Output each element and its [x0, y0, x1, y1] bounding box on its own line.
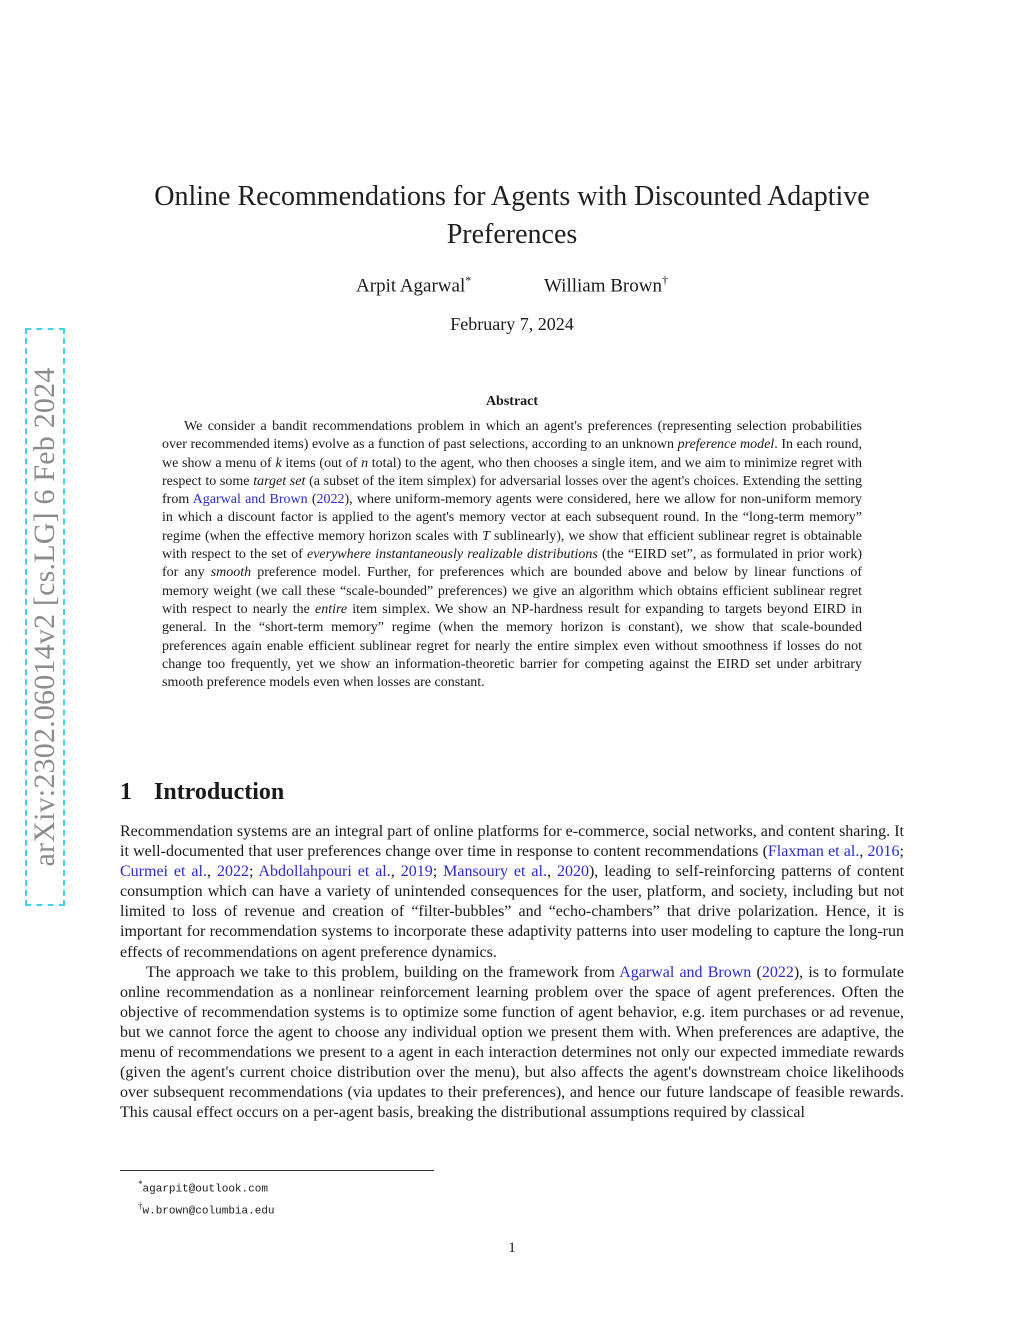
introduction-body	[120, 822, 904, 1123]
arxiv-identifier-stamp[interactable]	[25, 328, 65, 906]
email-link[interactable]: agarpit@outlook.com	[142, 1183, 268, 1196]
citation-year-link[interactable]: 2016	[867, 843, 900, 861]
footnote-email-brown: †w.brown@columbia.edu	[138, 1200, 275, 1218]
abstract-text: We consider a bandit recommendations problem in which an agent's preferences (representing selection probabilities over recommended items) evolve as a function of past selections, according to an unknown preference model. In each round, we show a menu of k items (out of n total) to the agent, who then chooses a single item, and we aim to minimize regret with respect to some target set (a subset of the item simplex) for adversarial losses over the agent's choices. Extending the setting from Agarwal and Brown (2022), where uniform-memory agents were considered, here we allow for non-uniform memory in which a discount factor is applied to the agent's memory vector at each subsequent round. In the “long-term memory” regime (when the effective memory horizon scales with T sublinearly), we show that efficient sublinear regret is obtainable with respect to the set of everywhere instantaneously realizable distributions (the “EIRD set”, as formulated in prior work) for any smooth preference model. Further, for preferences which are bounded above and below by linear functions of memory weight (we call these “scale-bounded” preferences) we give an algorithm which obtains efficient sublinear regret with respect to nearly the entire item simplex. We show an NP-hardness result for expanding to targets beyond EIRD in general. In the “short-term memory” regime (when the memory horizon is constant), we show that scale-bounded preferences again enable efficient sublinear regret for nearly the entire simplex even without smoothness if losses do not change too frequently, yet we show an information-theoretic barrier for competing against the EIRD set under arbitrary smooth preference models even when losses are constant.	[162, 419, 863, 691]
author-footnote-mark[interactable]: *	[465, 273, 472, 287]
arxiv-identifier-text: arXiv:2302.06014v2 [cs.LG] 6 Feb 2024	[28, 367, 61, 867]
section-heading-introduction	[120, 779, 284, 806]
publication-date: February 7, 2024	[450, 314, 574, 334]
intro-paragraph: The approach we take to this problem, building on the framework from Agarwal and Brown (2022), is to formulate online recommendation as a nonlinear reinforcement learning problem over the space of agent preferences. Often the objective of recommendation systems is to optimize some function of agent behavior, e.g. item purchases or ad revenue, but we cannot force the agent to choose any individual option we present them with. When preferences are adaptive, the menu of recommendations we present to a agent in each interaction determines not only our expected immediate rewards (given the agent's current choice distribution over the menu), but also affects the agent's downstream choice likelihoods over subsequent recommendations (via updates to their preferences), and hence our future landscape of feasible rewards. This causal effect occurs on a per-agent basis, breaking the distributional assumptions required by classical	[120, 963, 905, 1122]
author-brown: William Brown†	[544, 273, 668, 297]
citation-link[interactable]: Abdollahpouri et al.	[258, 863, 391, 881]
citation-year-link[interactable]: 2020	[556, 863, 589, 881]
paper-title: Online Recommendations for Agents with Discounted Adaptive Preferences	[154, 181, 870, 250]
intro-paragraph: Recommendation systems are an integral part of online platforms for e-commerce, social networks, and content sharing. It it well-documented that user preferences change over time in response to content recommendations (Flaxman et al., 2016; Curmei et al., 2022; Abdollahpouri et al., 2019; Mansoury et al., 2020), leading to self-reinforcing patterns of content consumption which can have a variety of unintended consequences for the user, platform, and society, including but not limited to loss of revenue and creation of “filter-bubbles” and “echo-chambers” that drive polarization. Hence, it is important for recommendation systems to incorporate these adaptivity patterns into user modeling to capture the long-run effects of recommendations on agent preference dynamics.	[120, 823, 905, 961]
author-footnote-mark[interactable]: †	[661, 273, 668, 287]
author-list	[120, 273, 904, 297]
section-title: Introduction	[154, 779, 285, 805]
section-number: 1	[120, 779, 132, 805]
citation-link[interactable]: Agarwal and Brown	[192, 492, 308, 508]
citation-year-link[interactable]: 2022	[216, 863, 249, 881]
citation-year-link[interactable]: 2022	[316, 492, 345, 508]
citation-link[interactable]: Curmei et al.	[120, 863, 207, 881]
citation-year-link[interactable]: 2022	[761, 963, 794, 981]
footnote-email-agarwal: *agarpit@outlook.com	[138, 1179, 268, 1196]
citation-year-link[interactable]: 2019	[400, 863, 433, 881]
citation-link[interactable]: Mansoury et al.	[443, 863, 547, 881]
footnote-divider	[120, 1170, 434, 1171]
citation-link[interactable]: Flaxman et al.	[767, 843, 860, 861]
email-link[interactable]: w.brown@columbia.edu	[142, 1205, 275, 1218]
citation-link[interactable]: Agarwal and Brown	[619, 963, 752, 981]
author-agarwal: Arpit Agarwal*	[356, 273, 472, 297]
abstract-heading: Abstract	[485, 394, 539, 409]
page-number: 1	[508, 1240, 516, 1256]
footnotes	[138, 1176, 275, 1219]
